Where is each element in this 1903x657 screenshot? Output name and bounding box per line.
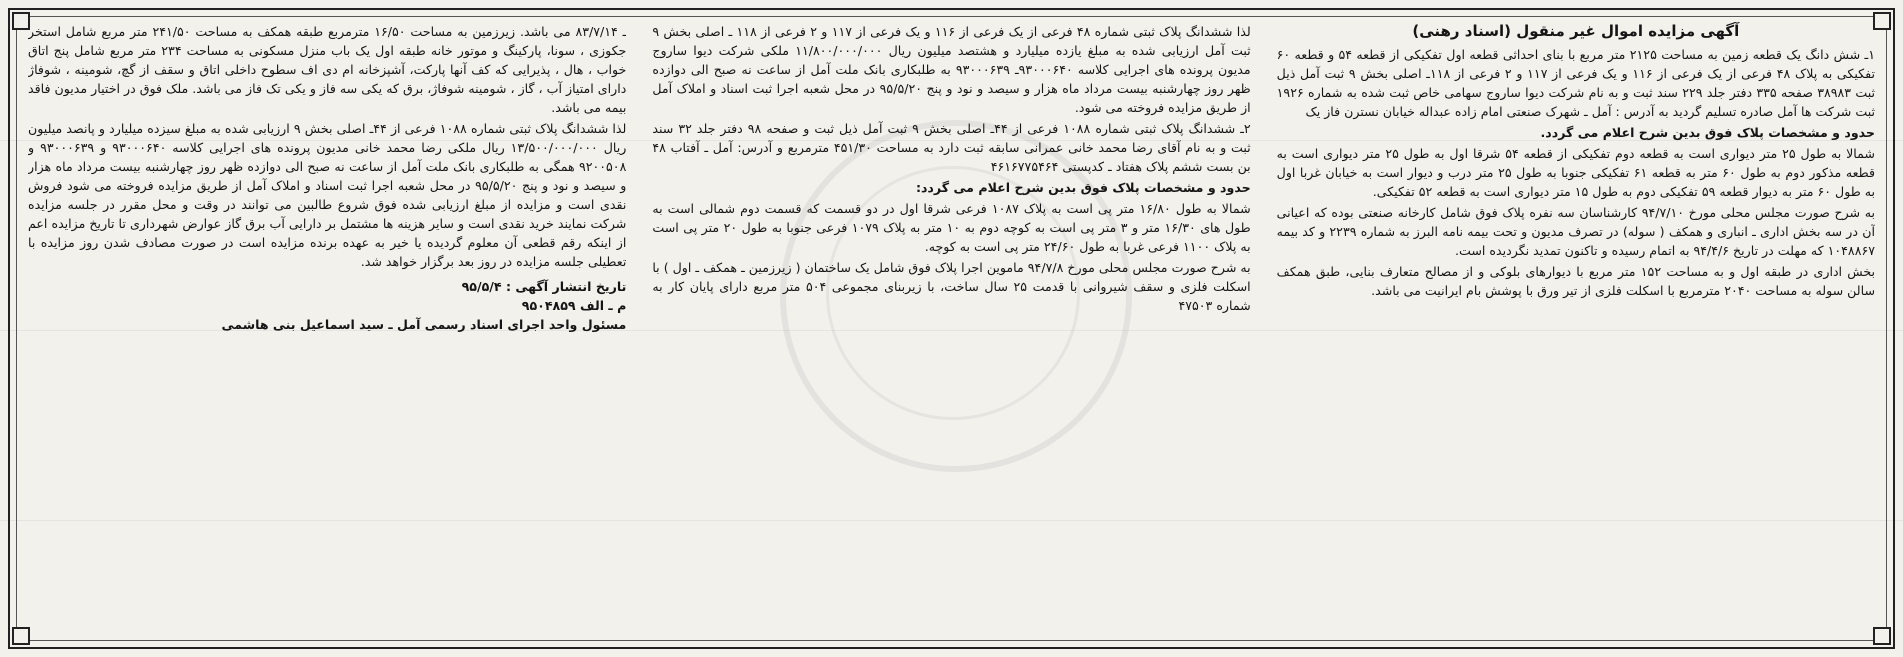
paragraph: حدود و مشخصات پلاک فوق بدین شرح اعلام می گردد. bbox=[1540, 125, 1875, 140]
signature-line: مسئول واحد اجرای اسناد رسمی آمل ـ سید اسماعیل بنی هاشمی bbox=[221, 317, 627, 332]
paragraph: شمالا به طول ۲۵ متر دیواری است به قطعه دوم تفکیکی از قطعه ۵۴ شرقا اول به طول ۲۵ متر دیواری است به قطعه مذکور دوم به طول ۶۰ متر به قطعه ۶۱ تفکیکی جنوبا به طول ۲۵ متر درب و دیوار است به خیابان غربا اول به طول ۶۰ متر به دیوار قطعه ۵۹ تفکیکی دوم به طول ۱۵ متر دیواری است به قطعه ۵۲ تفکیکی. bbox=[1276, 146, 1875, 199]
column-left bbox=[28, 22, 626, 637]
column-right bbox=[1277, 22, 1875, 637]
notice-footer bbox=[28, 277, 626, 334]
paragraph: به شرح صورت مجلس محلی مورخ ۹۴/۷/۱۰ کارشناسان سه نفره پلاک فوق شامل کارخانه صنعتی بوده که اعیانی آن در سه بخش اداری ـ انباری و همکف ( سوله) در تصرف مدیون و تحت بیمه نامه البرز به شماره ۲۲۳۹ و کد بیمه ۱۰۴۸۸۶۷ که مهلت در تاریخ ۹۴/۴/۶ به اتمام رسیده و تاکنون تمدید نگردیده است. bbox=[1276, 205, 1875, 258]
paragraph: به شرح صورت مجلس محلی مورخ ۹۴/۷/۸ ماموین اجرا پلاک فوق شامل یک ساختمان ( زیرزمین ـ همکف ـ اول ) با اسکلت فلزی و سقف شیروانی با قدمت ۲۵ سال ساخت، با زیربنای مجموعی ۵۰۴ متر مربع دارای پایان کار به شماره ۴۷۵۰۳ bbox=[652, 260, 1251, 313]
paragraph: ـ ۸۳/۷/۱۴ می باشد. زیرزمین به مساحت ۱۶/۵۰ مترمربع طبقه همکف به مساحت ۲۴۱/۵۰ متر مربع شامل استخر جکوزی ، سونا، پارکینگ و موتور خانه طبقه اول یک باب منزل مسکونی به مساحت ۲۳۴ متر مربع شامل پنج اتاق خواب ، هال ، پذیرایی که کف آنها پارکت، آشپزخانه ام دی اف سطوح داخلی اتاق و سقف از گچ، شومینه ، شوفاژ دارای امتیاز آب ، گاز ، شومینه شوفاژ، برق که یکی سه فاز و یکی تک فاز می باشد. ملک فوق در اختیار مدیون فاقد بیمه می باشد. bbox=[28, 24, 627, 115]
corner-ornament bbox=[1873, 12, 1891, 30]
paragraph: حدود و مشخصات پلاک فوق بدین شرح اعلام می گردد: bbox=[915, 180, 1251, 195]
notice-title: آگهی مزایده اموال غیر منقول (اسناد رهنی) bbox=[1412, 22, 1740, 40]
corner-ornament bbox=[1873, 627, 1891, 645]
publication-date: تاریخ انتشار آگهی : ۹۵/۵/۴ bbox=[461, 279, 627, 294]
reference-code: م ـ الف ۹۵۰۴۸۵۹ bbox=[521, 298, 627, 313]
paragraph: شمالا به طول ۱۶/۸۰ متر پی است به پلاک ۱۰۸۷ فرعی شرقا اول در دو قسمت که قسمت دوم شمالی است به طول های ۱۶/۳۰ متر و ۳ متر پی است به کوچه دوم به ۱۰ متر به پلاک ۱۰۷۹ فرعی جنوبا به طول ۲۰ متر پی است به پلاک ۱۱۰۰ فرعی غربا به طول ۲۴/۶۰ متر پی است به کوچه. bbox=[652, 201, 1251, 254]
notice-body bbox=[28, 22, 1875, 637]
paragraph: بخش اداری در طبقه اول و به مساحت ۱۵۲ متر مربع با دیوارهای بلوکی و از مصالح متعارف بنایی، طبق همکف سالن سوله به مساحت ۲۰۴۰ مترمربع با اسکلت فلزی از تیر ورق با پوشش بام ایرانیت می باشد. bbox=[1276, 264, 1875, 298]
column-middle bbox=[652, 22, 1250, 637]
paragraph: ۱ـ شش دانگ یک قطعه زمین به مساحت ۲۱۲۵ متر مربع با بنای احداثی قطعه اول تفکیکی از قطعه ۵۴ و قطعه ۶۰ تفکیکی به پلاک ۴۸ فرعی از یک فرعی از ۱۱۶ و یک فرعی از ۱۱۷ و ۲ فرعی از ۱۱۸ـ اصلی بخش ۹ ثبت آمل ذیل ثبت ۳۸۹۸۳ صفحه ۳۳۵ دفتر جلد ۲۲۹ سند ثبت و به نام شرکت دیوا ساروج سهامی خاص ثبت شده به شماره ۱۹۲۶ ثبت شرکت ها آمل صادره تسلیم گردید به آدرس : آمل ـ شهرک صنعتی امام زاده عبداله خیابان نسترن فاز یک bbox=[1276, 47, 1875, 119]
paragraph: لذا ششدانگ پلاک ثبتی شماره ۱۰۸۸ فرعی از ۴۴ـ اصلی بخش ۹ ارزیابی شده به مبلغ سیزده میلیارد و پانصد میلیون ریال ۱۳/۵۰۰/۰۰۰/۰۰۰ ریال ملکی رضا محمد خانی مدیون پرونده های اجرایی کلاسه ۹۳۰۰۰۶۴۰ و ۹۳۰۰۰۶۳۹ و ۹۲۰۰۵۰۸ همگی به طلبکاری بانک ملت آمل از ساعت نه صبح الی دوازده ظهر روز چهارشنبه بیست مرداد ماه هزار و سیصد و نود و پنج ۹۵/۵/۲۰ در محل شعبه اجرا ثبت اسناد و املاک آمل از طریق مزایده فروخته می شود فروش نقدی است و مزایده از مبلغ ارزیابی شده فوق شروع طالبین می توانند در وقت و محل مقرر در جلسه مزایده شرکت نمایند خرید نقدی است و سایر هزینه ها مشتمل بر دارایی آب برق گاز عوارض شهرداری تا تاریخ مزایده اعم از اینکه رقم قطعی آن معلوم گردیده یا خیر به عهده برنده مزایده است در صورت مصادف شدن روز مزایده با تعطیلی جلسه مزایده در روز بعد برگزار خواهد شد. bbox=[28, 121, 627, 269]
paragraph: لذا ششدانگ پلاک ثبتی شماره ۴۸ فرعی از یک فرعی از ۱۱۶ و یک فرعی از ۱۱۷ و ۲ فرعی از ۱۱۸ ـ اصلی بخش ۹ ثبت آمل ارزیابی شده به مبلغ یازده میلیارد و هشتصد میلیون ریال ۱۱/۸۰۰/۰۰۰/۰۰۰ ملکی شرکت دیوا ساروج مدیون پرونده های اجرایی کلاسه ۹۳۰۰۰۶۴۰ـ ۹۳۰۰۰۶۳۹ به طلبکاری بانک ملت آمل از ساعت نه صبح الی دوازده ظهر روز چهارشنبه بیست مرداد ماه هزار و سیصد و نود و پنج ۹۵/۵/۲۰ در محل شعبه اجرا ثبت اسناد و املاک آمل از طریق مزایده فروخته می شود. bbox=[652, 24, 1251, 115]
paragraph: ۲ـ ششدانگ پلاک ثبتی شماره ۱۰۸۸ فرعی از ۴۴ـ اصلی بخش ۹ ثبت آمل ذیل ثبت و صفحه ۹۸ دفتر جلد ۳۲ سند ثبت و به نام آقای رضا محمد خانی عمرانی سابقه ثبت دارد به مساحت ۴۵۱/۳۰ مترمربع و آدرس: آمل ـ آفتاب ۴۸ بن بست ششم پلاک هفتاد ـ کدپستی ۴۶۱۶۷۷۵۴۶۴ bbox=[652, 121, 1251, 174]
